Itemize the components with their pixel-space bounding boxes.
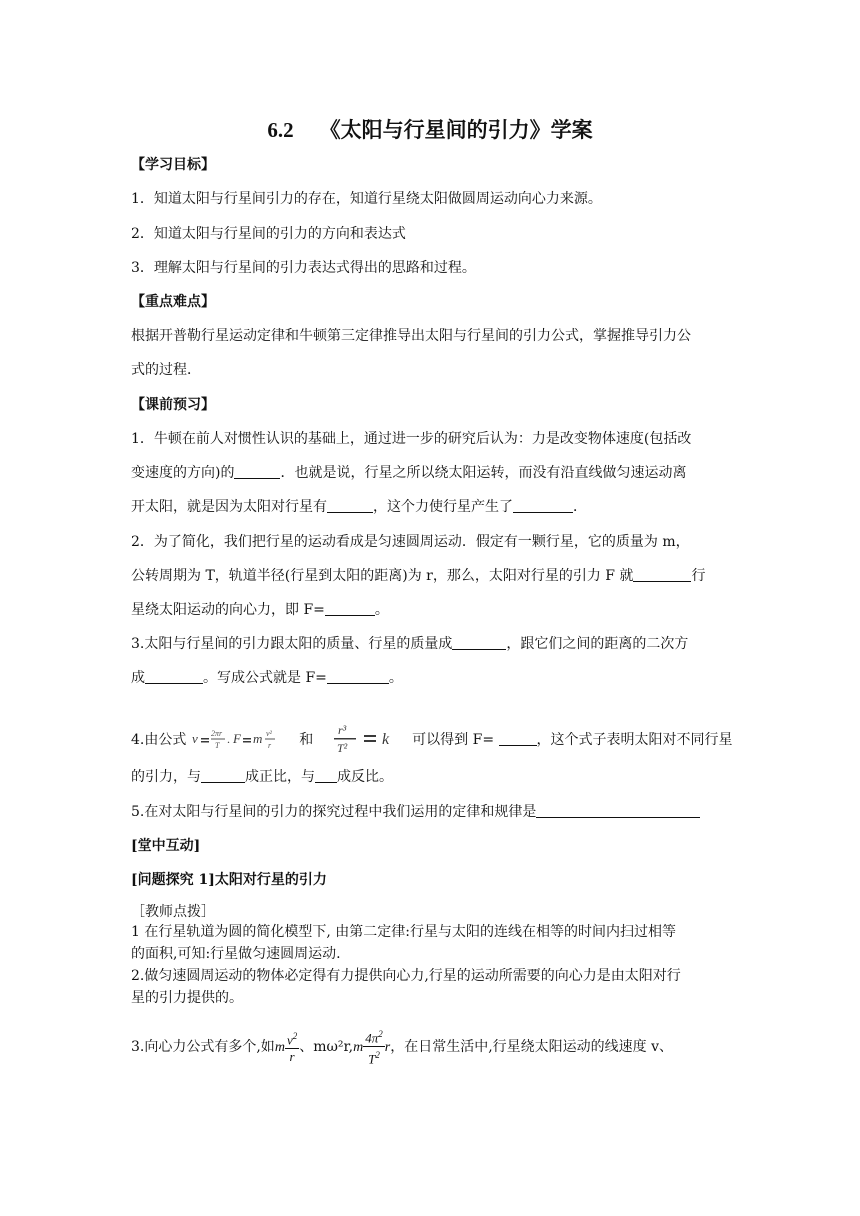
- q1-line-1: 1．牛顿在前人对惯性认识的基础上，通过进一步的研究后认为：力是改变物体速度(包括改: [131, 431, 692, 447]
- formula-m: m: [353, 1039, 364, 1055]
- goal-item-2: 2．知道太阳与行星间的引力的方向和表达式: [131, 226, 406, 242]
- svg-text:v²: v²: [265, 729, 272, 738]
- preview-heading: 【课前预习】: [131, 397, 215, 413]
- answer-blank[interactable]: [327, 668, 389, 684]
- svg-text:r: r: [267, 741, 271, 750]
- fraction-4pi2-over-T2: $\frac{4\pi^2}{T^2}$: [363, 1026, 385, 1068]
- section-number: 6.2: [267, 118, 294, 142]
- q2-line-3: [131, 600, 731, 620]
- svg-text:m: m: [252, 731, 263, 746]
- answer-blank[interactable]: [536, 802, 700, 818]
- formula-r: r: [384, 1039, 391, 1055]
- q4-text-c: ，这个式子表明太阳对不同行星: [536, 732, 733, 748]
- tip-3-text-b: 、mω²r,: [299, 1038, 354, 1055]
- q2-text-d: 。: [374, 602, 389, 618]
- key-points-line-2: 式的过程．: [131, 362, 201, 378]
- q5-line: [131, 802, 731, 822]
- key-points-line-1: 根据开普勒行星运动定律和牛顿第三定律推导出太阳与行星间的引力公式，掌握推导引力公: [131, 328, 691, 344]
- q4-line-2: [131, 767, 731, 787]
- q3-line-1: [131, 634, 731, 654]
- q3-text-b: ，跟它们之间的距离的二次方: [506, 636, 689, 652]
- svg-text:.: .: [226, 732, 230, 746]
- q4-text-a: 4.由公式: [131, 732, 187, 748]
- svg-text:k: k: [381, 731, 389, 748]
- formula-image-2: [332, 721, 408, 759]
- page-title: [0, 114, 860, 144]
- answer-blank[interactable]: [145, 668, 203, 684]
- answer-blank[interactable]: [201, 767, 245, 783]
- title-text: 《太阳与行星间的引力》学案: [319, 117, 593, 142]
- q2-text-a: 公转周期为 T，轨道半径(行星到太阳的距离)为 r，那么，太阳对行星的引力 F 就: [131, 568, 634, 584]
- answer-blank[interactable]: [633, 566, 691, 582]
- answer-blank[interactable]: [234, 463, 280, 479]
- tip-3-line: [131, 1026, 731, 1066]
- answer-blank[interactable]: [315, 767, 337, 783]
- q3-text-a: 3.太阳与行星间的引力跟太阳的质量、行星的质量成: [131, 636, 453, 652]
- answer-blank[interactable]: [327, 497, 373, 513]
- tip-3-text-c: ，在日常生活中,行星绕太阳运动的线速度 v、: [390, 1038, 674, 1055]
- svg-text:v: v: [191, 731, 198, 746]
- q2-text-b: 行: [691, 568, 706, 584]
- answer-blank[interactable]: [513, 497, 573, 513]
- tip-3-text-a: 3.向心力公式有多个,如: [131, 1038, 275, 1055]
- svg-text:2πr: 2πr: [210, 729, 222, 738]
- tip-2-line-2: 星的引力提供的。: [131, 990, 243, 1006]
- q2-line-2: [131, 566, 731, 586]
- answer-blank[interactable]: [325, 600, 375, 616]
- formula-image-1: [191, 727, 295, 753]
- goal-item-3: 3．理解太阳与行星间的引力表达式得出的思路和过程。: [131, 260, 476, 276]
- key-points-heading: 【重点难点】: [131, 294, 215, 310]
- fraction-v2-over-r: $\frac{v^2}{r}$: [285, 1028, 299, 1065]
- q1-text-d: ，这个力使行星产生了: [373, 499, 513, 515]
- probe-heading: [问题探究 1]太阳对行星的引力: [131, 872, 327, 888]
- q1-text-e: ．: [573, 499, 587, 515]
- q4-text-f: 成反比。: [337, 769, 393, 785]
- q4-text-b: 可以得到 F=: [412, 732, 495, 748]
- q3-line-2: [131, 668, 731, 688]
- q5-text: 5.在对太阳与行星间的引力的探究过程中我们运用的定律和规律是: [131, 804, 537, 820]
- q4-text-e: 成正比，与: [245, 769, 315, 785]
- q1-line-3: [131, 497, 731, 517]
- q1-line-2: [131, 463, 731, 483]
- svg-text:F: F: [232, 731, 241, 746]
- interaction-heading: [堂中互动]: [131, 838, 201, 854]
- answer-blank[interactable]: [499, 730, 537, 746]
- q3-text-e: 。: [388, 670, 403, 686]
- q2-text-c: 星绕太阳运动的向心力，即 F=: [131, 602, 325, 618]
- q1-text-c: 开太阳，就是因为太阳对行星有: [131, 499, 327, 515]
- tip-1-line-2: 的面积,可知:行星做匀速圆周运动.: [131, 946, 341, 962]
- tip-1-line-1: 1 在行星轨道为圆的简化模型下, 由第二定律:行星与太阳的连线在相等的时间内扫过相等: [131, 924, 676, 940]
- tip-2-line-1: 2.做匀速圆周运动的物体必定得有力提供向心力,行星的运动所需要的向心力是由太阳对行: [131, 968, 681, 984]
- q1-text-a: 变速度的方向)的: [131, 465, 235, 481]
- svg-text:T: T: [214, 741, 220, 750]
- svg-text:r³: r³: [337, 723, 346, 737]
- q4-line-1: [131, 721, 733, 755]
- goal-item-1: 1．知道太阳与行星间引力的存在，知道行星绕太阳做圆周运动向心力来源。: [131, 191, 602, 207]
- q4-text-d: 的引力，与: [131, 769, 201, 785]
- q3-text-c: 成: [131, 670, 145, 686]
- goals-heading: 【学习目标】: [131, 157, 215, 173]
- q4-text-and: 和: [299, 732, 314, 748]
- q1-text-b: ．也就是说，行星之所以绕太阳运转，而没有沿直线做匀速运动离: [280, 465, 687, 481]
- q3-text-d: 。写成公式就是 F=: [203, 670, 327, 686]
- q2-line-1: 2．为了简化，我们把行星的运动看成是匀速圆周运动．假定有一颗行星，它的质量为 m，: [131, 534, 690, 550]
- formula-m: m: [274, 1039, 285, 1055]
- svg-text:T²: T²: [336, 741, 347, 755]
- answer-blank[interactable]: [452, 634, 506, 650]
- teacher-tip-heading: ［教师点拨］: [131, 904, 215, 920]
